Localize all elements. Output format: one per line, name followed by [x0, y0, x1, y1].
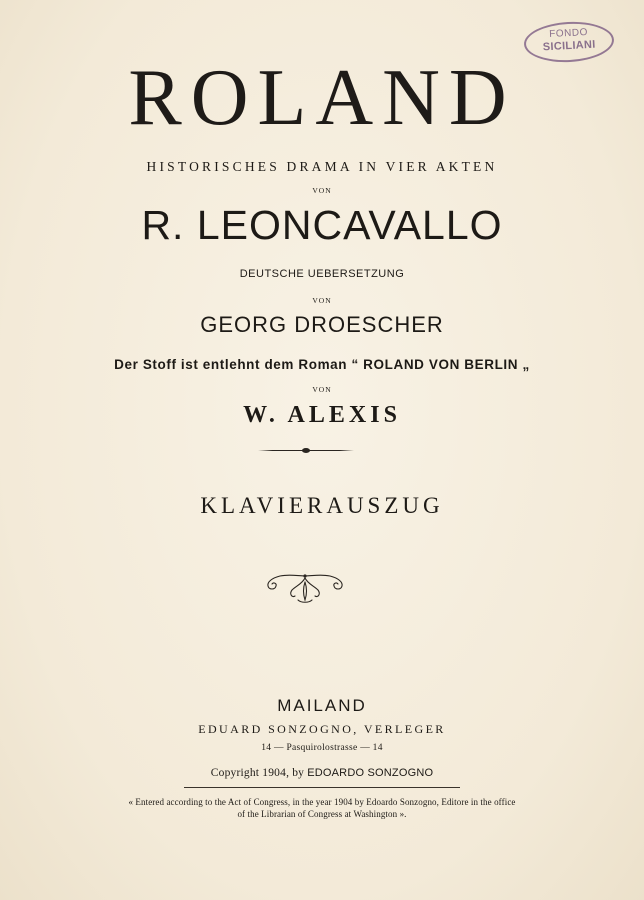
congress-notice-line-1: « Entered according to the Act of Congress, in the year 1904 by Edoardo Sonzogno, Editore in the office	[128, 797, 516, 807]
translator-name: GEORG DROESCHER	[200, 312, 444, 337]
translation-label: DEUTSCHE UEBERSETZUNG	[239, 268, 405, 280]
stamp-line-1: FONDO	[548, 27, 589, 41]
opera-subtitle: HISTORISCHES DRAMA IN VIER AKTEN	[146, 159, 498, 174]
composer-name: R. LEONCAVALLO	[141, 202, 503, 248]
novel-author: W. ALEXIS	[243, 402, 401, 428]
score-type: KLAVIERAUSZUG	[200, 493, 444, 518]
stamp-line-2: SICILIANI	[542, 38, 596, 54]
by-label-translator: VON	[312, 296, 332, 305]
by-label-author: VON	[312, 385, 332, 394]
opera-title: ROLAND	[128, 54, 516, 142]
divider-rule	[258, 450, 354, 451]
congress-notice	[0, 796, 644, 820]
publisher-name: EDUARD SONZOGNO, VERLEGER	[198, 722, 446, 736]
source-note: Der Stoff ist entlehnt dem Roman “ ROLAND VON BERLIN „	[114, 357, 530, 372]
copyright-holder: EDOARDO SONZOGNO	[307, 767, 434, 779]
publication-city: MAILAND	[277, 696, 367, 715]
copyright-rule	[184, 787, 460, 788]
congress-notice-line-2: of the Librarian of Congress at Washington ».	[237, 809, 407, 819]
publisher-address: 14 — Pasquirolostrasse — 14	[261, 743, 383, 753]
copyright-line	[0, 768, 644, 780]
copyright-prefix: Copyright 1904, by	[210, 767, 308, 779]
by-label-composer: VON	[312, 186, 332, 195]
ornament-icon	[262, 572, 348, 606]
